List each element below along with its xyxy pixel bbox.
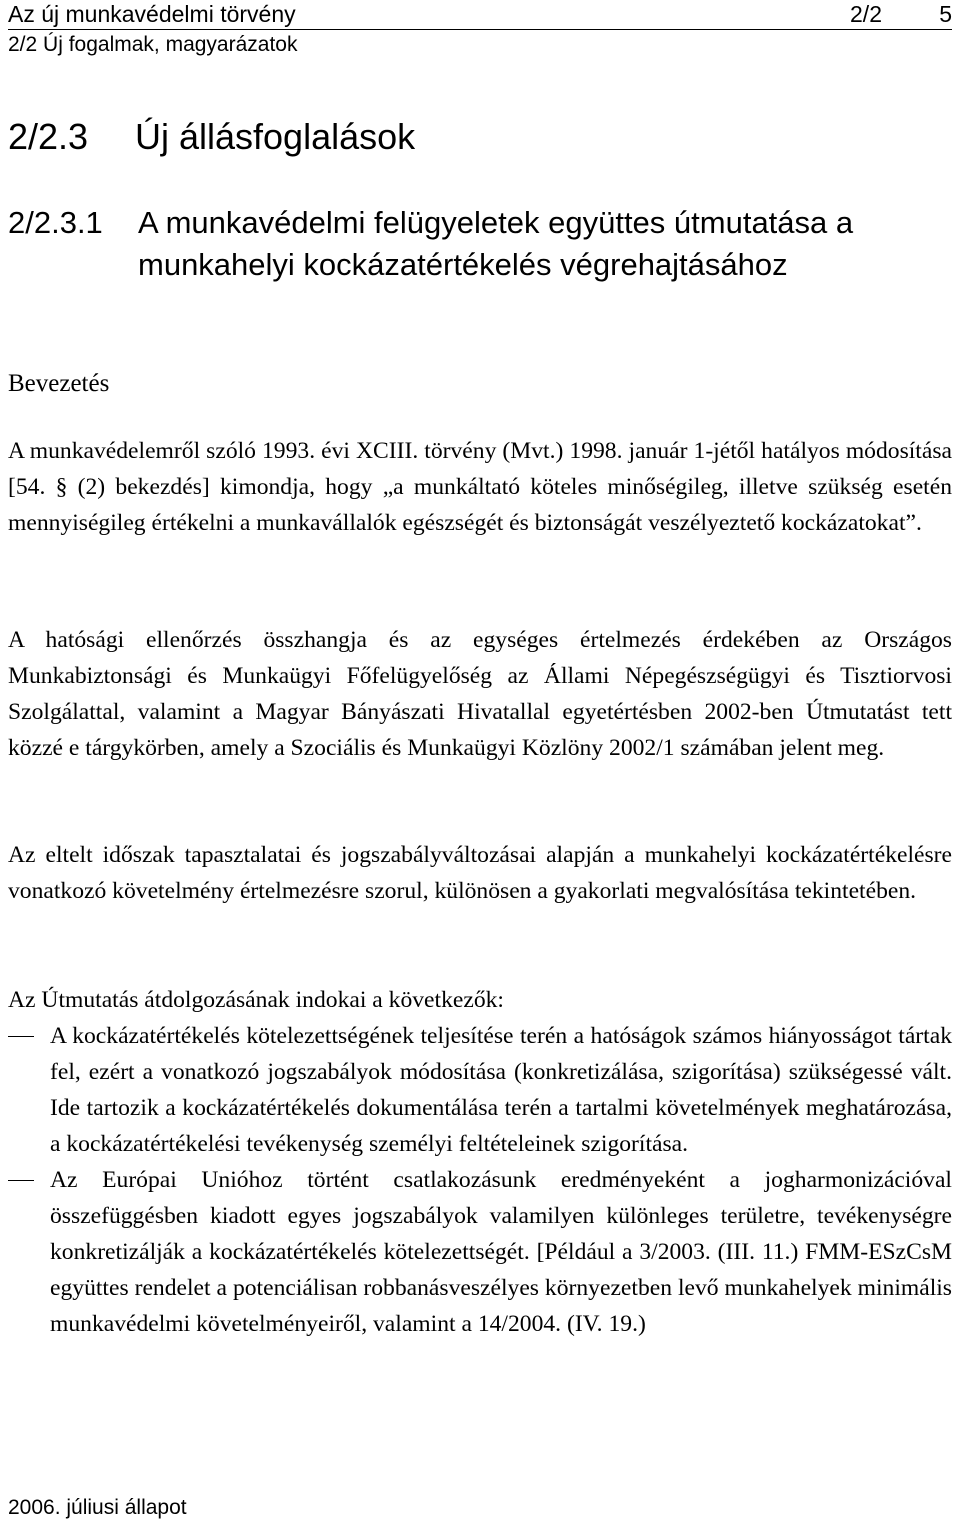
section-number: 2/2.3 — [8, 116, 89, 157]
list-item — [8, 1162, 952, 1342]
reasons-block — [8, 982, 952, 1342]
paragraph-1 — [8, 433, 952, 541]
section-heading — [8, 115, 415, 159]
header-rule — [8, 29, 952, 30]
paragraph-3 — [8, 837, 952, 909]
section-subtitle: 2/2 Új fogalmak, magyarázatok — [8, 33, 298, 56]
section-title: Új állásfoglalások — [135, 116, 416, 157]
paragraph-text: Az eltelt időszak tapasztalatai és jogszabályváltozásai alapján a munkahelyi kockázatértékelésre vonatkozó követelmény értelmezésre szorul, különösen a gyakorlati megvalósítása tekintetében. — [8, 842, 952, 904]
paragraph-text: A munkavédelemről szóló 1993. évi XCIII. törvény (Mvt.) 1998. január 1-jétől hatályos módosítása [54. § (2) bekezdés] kimondja, hogy „a munkáltató köteles minőségileg, illetve szükség esetén mennyiségileg értékelni a munkavállalók egészségét és biztonságát veszélyeztető kockázatokat”. — [8, 438, 952, 536]
document-title: Az új munkavédelmi törvény — [8, 1, 296, 27]
page-header — [8, 0, 952, 60]
list-item-text: Az Európai Unióhoz történt csatlakozásunk eredményeként a jogharmonizációval összefüggésben kiadott egyes jogszabályok valamilyen különleges területre, tevékenységre konkretizálják a kockázatértékelés kötelezettségét. [Például a 3/2003. (III. 11.) FMM-ESzCsM együttes rendelet a potenciálisan robbanásveszélyes környezetben levő munkahelyek minimális munkavédelmi követelményeiről, valamint a 14/2004. (IV. 19.) — [50, 1167, 952, 1337]
reasons-intro: Az Útmutatás átdolgozásának indokai a következők: — [8, 987, 504, 1013]
chapter-number: 2/2 — [850, 1, 882, 27]
list-item — [8, 1018, 952, 1162]
list-item-text: A kockázatértékelés kötelezettségének teljesítése terén a hatóságok számos hiányosságot tártak fel, ezért a vonatkozó jogszabályok módosítása (konkretizálása, szigorítása) szükségessé vált. Ide tartozik a kockázatértékelés dokumentálása terén a tartalmi követelmények meghatározása, a kockázatértékelési tevékenység személyi feltételeinek szigorítása. — [50, 1023, 952, 1157]
page-footer: 2006. júliusi állapot — [8, 1496, 187, 1519]
subsection-title: A munkavédelmi felügyeletek együttes útmutatása a munkahelyi kockázatértékelés végrehajtásához — [138, 205, 854, 282]
page-number: 5 — [939, 1, 952, 27]
paragraph-text: A hatósági ellenőrzés összhangja és az egységes értelmezés érdekében az Országos Munkabiztonsági és Munkaügyi Főfelügyelőség az Állami Népegészségügyi és Tisztiorvosi Szolgálattal, valamint a Magyar Bányászati Hivatallal egyetértésben 2002-ben Útmutatást tett közzé e tárgykörben, amely a Szociális és Munkaügyi Közlöny 2002/1 számában jelent meg. — [8, 627, 952, 761]
intro-heading: Bevezetés — [8, 370, 110, 397]
reasons-list — [8, 1018, 952, 1342]
subsection-number: 2/2.3.1 — [8, 205, 103, 240]
paragraph-2 — [8, 622, 952, 766]
